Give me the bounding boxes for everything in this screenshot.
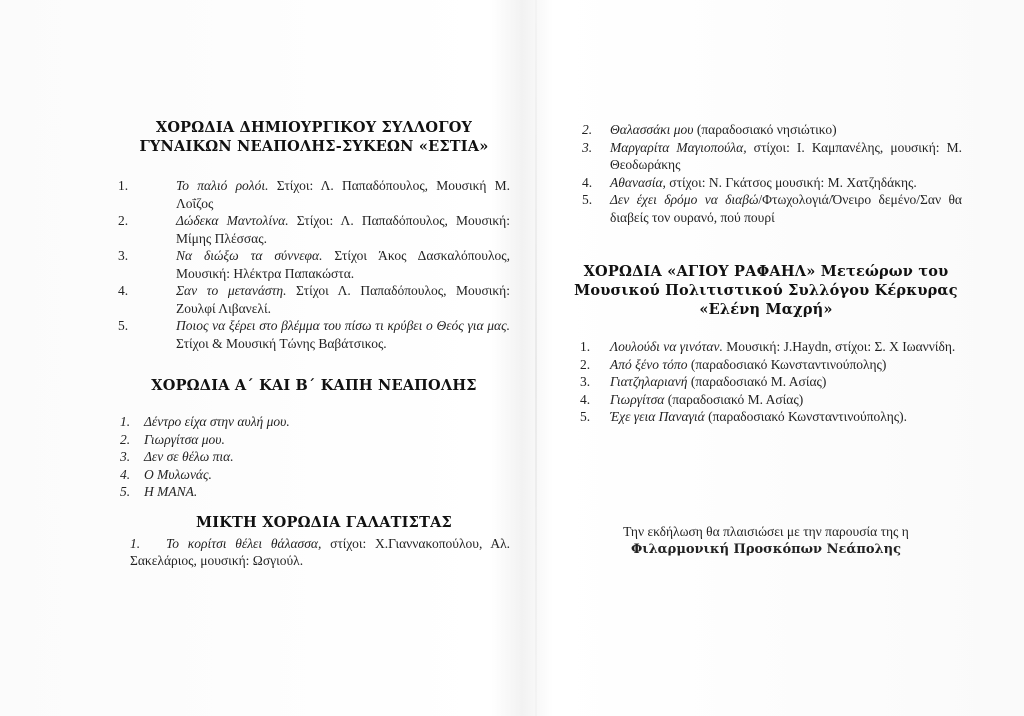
- song-title: Η ΜΑΝΑ.: [144, 484, 198, 499]
- list-item: [570, 191, 962, 226]
- list-item: [570, 373, 962, 391]
- footer-line: Την εκδήλωση θα πλαισιώσει με την παρουσία της η: [623, 524, 909, 539]
- item-number: 5.: [120, 484, 131, 499]
- item-number: 2.: [118, 213, 129, 228]
- footer-note: [570, 523, 962, 559]
- item-number: 5.: [582, 192, 593, 207]
- item-number: 1.: [120, 414, 131, 429]
- song-list-agiou-rafail: [570, 338, 962, 426]
- title-line: ΧΟΡΩΔΙΑ ΔΗΜΙΟΥΡΓΙΚΟΥ ΣΥΛΛΟΓΟΥ: [155, 119, 473, 136]
- item-number: 2.: [580, 356, 591, 372]
- song-list-estia-continued: [570, 121, 962, 226]
- song-title: Σαν το μετανάστη.: [176, 283, 287, 298]
- list-item: [570, 338, 962, 356]
- song-credits: /Φτωχολογιά/Όνειρο δεμένο/Σαν θα διαβείς τον ουρανό, πού πουρί: [610, 192, 962, 225]
- list-item: [118, 212, 510, 247]
- song-title: Ποιος να ξέρει στο βλέμμα του πίσω τι κρύβει ο Θεός για μας.: [176, 318, 510, 333]
- title-line: «Ελένη Μαχρή»: [699, 301, 833, 318]
- title-line: ΧΟΡΩΔΙΑ «ΑΓΙΟΥ ΡΑΦΑΗΛ» Μετεώρων του: [583, 263, 949, 280]
- song-credits: Μουσική: J.Haydn, στίχοι: Σ. Χ Ιωαννίδη.: [722, 339, 956, 354]
- song-credits: στίχοι: Ν. Γκάτσος μουσική: Μ. Χατζηδάκης.: [665, 174, 917, 190]
- item-number: 4.: [582, 174, 593, 190]
- song-title: Δεν σε θέλω πια.: [144, 449, 234, 464]
- list-item: [118, 177, 510, 212]
- item-number: 5.: [580, 409, 591, 424]
- song-title: Λουλούδι να γινόταν.: [610, 339, 723, 354]
- footer-philharmonic: Φιλαρμονική Προσκόπων Νεάπολης: [630, 542, 902, 557]
- section-title-galatista: ΜΙΚΤΗ ΧΟΡΩΔΙΑ ΓΑΛΑΤΙΣΤΑΣ: [196, 513, 452, 531]
- list-item: [120, 431, 510, 449]
- list-item: [570, 391, 962, 409]
- song-credits: Στίχοι & Μουσική Τώνης Βαβάτσικος.: [176, 335, 387, 351]
- song-credits: στίχοι: Ι. Καμπανέλης, μουσική: Μ. Θεοδωράκης: [610, 139, 962, 172]
- song-list-galatista: [130, 535, 510, 570]
- list-item: [120, 483, 510, 501]
- song-title: Θαλασσάκι μου: [610, 122, 694, 137]
- section-title-agiou-rafail: [570, 262, 962, 319]
- item-number: 3.: [120, 449, 131, 464]
- list-item: [570, 174, 962, 192]
- song-list-estia: [118, 177, 510, 352]
- list-item: [118, 247, 510, 282]
- song-credits: Στίχοι: Λ. Παπαδόπουλος, Μουσική Μ. Λοΐζος: [176, 178, 510, 211]
- song-credits: (παραδοσιακό Μ. Ασίας): [664, 391, 804, 407]
- song-credits: Στίχοι Λ. Παπαδόπουλος, Μουσική: Ζουλφί Λιβανελί.: [176, 283, 510, 316]
- song-title: Δεν έχει δρόμο να διαβώ: [610, 192, 759, 207]
- item-number: 1.: [130, 535, 141, 551]
- song-title: Δώδεκα Μαντολίνα.: [176, 213, 289, 228]
- list-item: [570, 408, 962, 426]
- item-number: 3.: [580, 374, 591, 389]
- list-item: [120, 466, 510, 484]
- item-number: 4.: [118, 283, 129, 298]
- title-line: ΓΥΝΑΙΚΩΝ ΝΕΑΠΟΛΗΣ-ΣΥΚΕΩΝ «ΕΣΤΙΑ»: [139, 138, 489, 155]
- list-item: [118, 282, 510, 317]
- song-title: Αθανασία,: [610, 174, 666, 190]
- song-credits: (παραδοσιακό Μ. Ασίας): [687, 374, 827, 389]
- song-title: Δέντρο είχα στην αυλή μου.: [144, 414, 290, 429]
- song-title: Από ξένο τόπο: [610, 356, 688, 372]
- song-title: Το κορίτσι θέλει θάλασσα,: [166, 535, 322, 551]
- right-column: [570, 121, 962, 426]
- list-item: [120, 413, 510, 431]
- item-number: 4.: [120, 466, 131, 482]
- song-title: Γιωργίτσα: [610, 391, 665, 407]
- item-number: 1.: [118, 178, 129, 193]
- title-line: Μουσικού Πολιτιστικού Συλλόγου Κέρκυρας: [574, 282, 958, 299]
- song-credits: (παραδοσιακό νησιώτικο): [693, 122, 837, 137]
- item-number: 5.: [118, 318, 129, 333]
- item-number: 3.: [582, 139, 593, 155]
- item-number: 2.: [120, 431, 131, 447]
- item-number: 2.: [582, 122, 593, 137]
- song-credits: Στίχοι Άκος Δασκαλόπουλος, Μουσική: Ηλέκτρα Παπακώστα.: [176, 248, 510, 281]
- song-title: Γιωργίτσα μου.: [144, 431, 225, 447]
- list-item: [570, 139, 962, 174]
- song-credits: (παραδοσιακό Κωνσταντινούπολης).: [704, 409, 908, 424]
- song-credits: στίχοι: Χ.Γιαννακοπούλου, Αλ. Σακελάριος, μουσική: Ωσγιούλ.: [130, 535, 511, 568]
- song-title: Γιατζηλαριανή: [610, 374, 688, 389]
- song-title: Ο Μυλωνάς.: [144, 466, 212, 482]
- song-credits: (παραδοσιακό Κωνσταντινούπολης): [687, 356, 887, 372]
- list-item: [570, 356, 962, 374]
- item-number: 4.: [580, 391, 591, 407]
- list-item: [118, 317, 510, 352]
- section-title-kapi: ΧΟΡΩΔΙΑ Α΄ ΚΑΙ Β΄ ΚΑΠΗ ΝΕΑΠΟΛΗΣ: [151, 377, 477, 394]
- list-item: [120, 448, 510, 466]
- left-column: [118, 118, 510, 570]
- list-item: [570, 121, 962, 139]
- song-title: Το παλιό ρολόι.: [176, 178, 269, 193]
- page-fold: [535, 0, 537, 716]
- item-number: 1.: [580, 339, 591, 354]
- song-title: Μαργαρίτα Μαγιοπούλα,: [610, 139, 747, 155]
- section-title-estia: [118, 118, 510, 156]
- song-title: Έχε γεια Παναγιά: [610, 409, 705, 424]
- item-number: 3.: [118, 248, 129, 263]
- song-credits: Στίχοι: Λ. Παπαδόπουλος, Μουσική: Μίμης Πλέσσας.: [176, 213, 510, 246]
- song-list-kapi: [120, 413, 510, 501]
- song-title: Να διώξω τα σύννεφα.: [176, 248, 323, 263]
- list-item: [130, 535, 510, 570]
